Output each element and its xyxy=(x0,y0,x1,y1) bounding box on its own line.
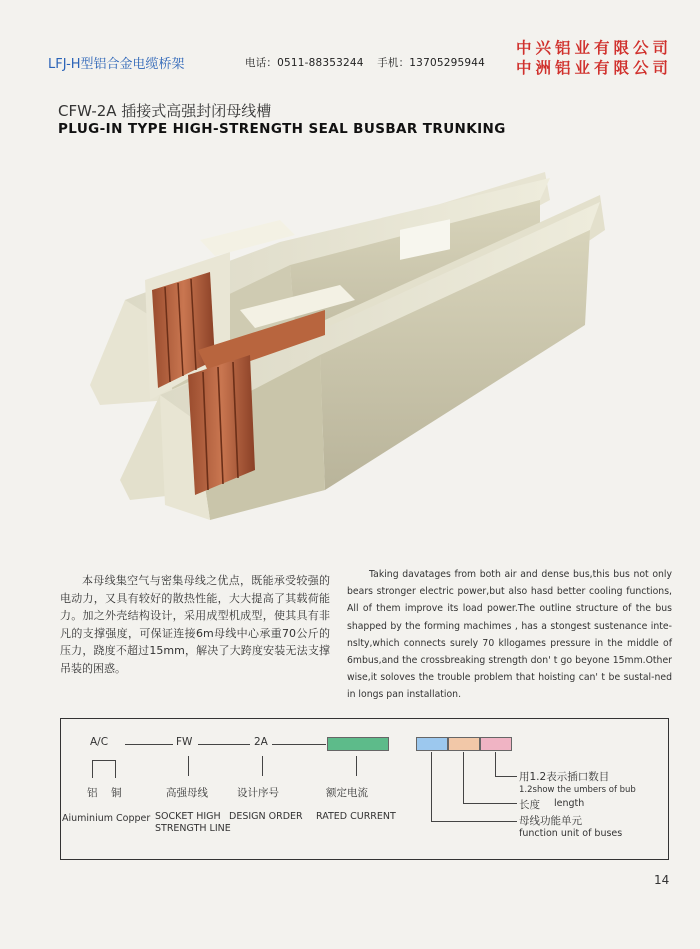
tick-current xyxy=(356,756,357,776)
page-number: 14 xyxy=(654,873,670,887)
label-plug-en: 1.2show the umbers of bub xyxy=(519,785,636,795)
function-unit-swatch xyxy=(416,737,448,751)
label-material-en: Aiuminium Copper xyxy=(62,813,151,824)
bracket-material xyxy=(92,760,115,761)
leader-length-vertical xyxy=(463,752,464,804)
rated-current-swatch xyxy=(327,737,389,751)
code-design: 2A xyxy=(254,736,268,748)
label-bus-en-1: SOCKET HIGH xyxy=(155,811,221,822)
leader-unit-horizontal xyxy=(431,821,517,822)
label-design-en: DESIGN ORDER xyxy=(229,811,303,822)
description-cn: 本母线集空气与密集母线之优点，既能承受较强的电动力，又具有较好的散热性能，大大提高了其载荷能力。加之外壳结构设计，采用成型机成型，使其具有非凡的支撑强度，可保证连接6m母线中心承重70公斤的压力，跷度不超过15mm，解决了大跨度安装无法支撑吊装的困惑。 xyxy=(60,574,330,675)
leader-length-horizontal xyxy=(463,803,517,804)
tick-series xyxy=(188,756,189,776)
label-design-cn: 设计序号 xyxy=(237,787,279,799)
code-material: A/C xyxy=(90,736,109,748)
code-series: FW xyxy=(176,736,193,748)
label-unit-cn: 母线功能单元 xyxy=(519,815,582,827)
label-bus-cn: 高强母线 xyxy=(166,787,208,799)
series-title: LFJ-H型铝合金电缆桥架 xyxy=(48,57,185,72)
label-aluminium: 铝 xyxy=(87,787,98,799)
plug-count-swatch xyxy=(480,737,512,751)
length-swatch xyxy=(448,737,480,751)
description-en: Taking davatages from both air and dense bus,this bus not only bears stronger electric power,but also hasd better cooling functions, All of them improve its load power.The outline structure of the bus shapped by the forming machimes , has a stongest sustenance inte-nslty,which connects surely 70 kllogames pressure in the middle of 6mbus,and the crossbreaking strength don' t go beyone 15mm.Other wise,it soloves the trouble problem that hoisting can' t be sustal-ned in longs pan installation. xyxy=(347,569,672,701)
contact-info xyxy=(245,55,495,70)
label-unit-en: function unit of buses xyxy=(519,828,623,839)
leader-plug-vertical xyxy=(495,752,496,777)
tick-design xyxy=(262,756,263,776)
product-title-cn: CFW-2A 插接式高强封闭母线槽 xyxy=(58,102,272,120)
code-connector-3 xyxy=(272,744,326,745)
leader-plug-horizontal xyxy=(495,776,517,777)
bracket-copper xyxy=(115,760,116,778)
company-name-2: 中洲铝业有限公司 xyxy=(515,58,672,77)
mobile-number: 手机：13705295944 xyxy=(377,57,485,69)
label-current-en: RATED CURRENT xyxy=(316,811,396,822)
label-plug-cn: 用1.2表示插口数目 xyxy=(519,771,610,783)
label-length-en: length xyxy=(554,798,585,809)
phone-number: 电话：0511-88353244 xyxy=(245,57,364,69)
label-bus-en-2: STRENGTH LINE xyxy=(155,823,231,834)
leader-unit-vertical xyxy=(431,752,432,822)
company-names xyxy=(516,38,672,78)
label-length-cn: 长度 xyxy=(519,799,540,811)
label-copper: 铜 xyxy=(111,787,122,799)
busbar-trunking-photo xyxy=(70,160,615,530)
product-title-en: PLUG-IN TYPE HIGH-STRENGTH SEAL BUSBAR TRUNKING xyxy=(58,121,506,137)
label-current-cn: 额定电流 xyxy=(326,787,368,799)
company-name-1: 中兴铝业有限公司 xyxy=(515,38,672,57)
code-connector-1 xyxy=(125,744,173,745)
bracket-aluminium xyxy=(92,760,93,778)
code-connector-2 xyxy=(198,744,250,745)
